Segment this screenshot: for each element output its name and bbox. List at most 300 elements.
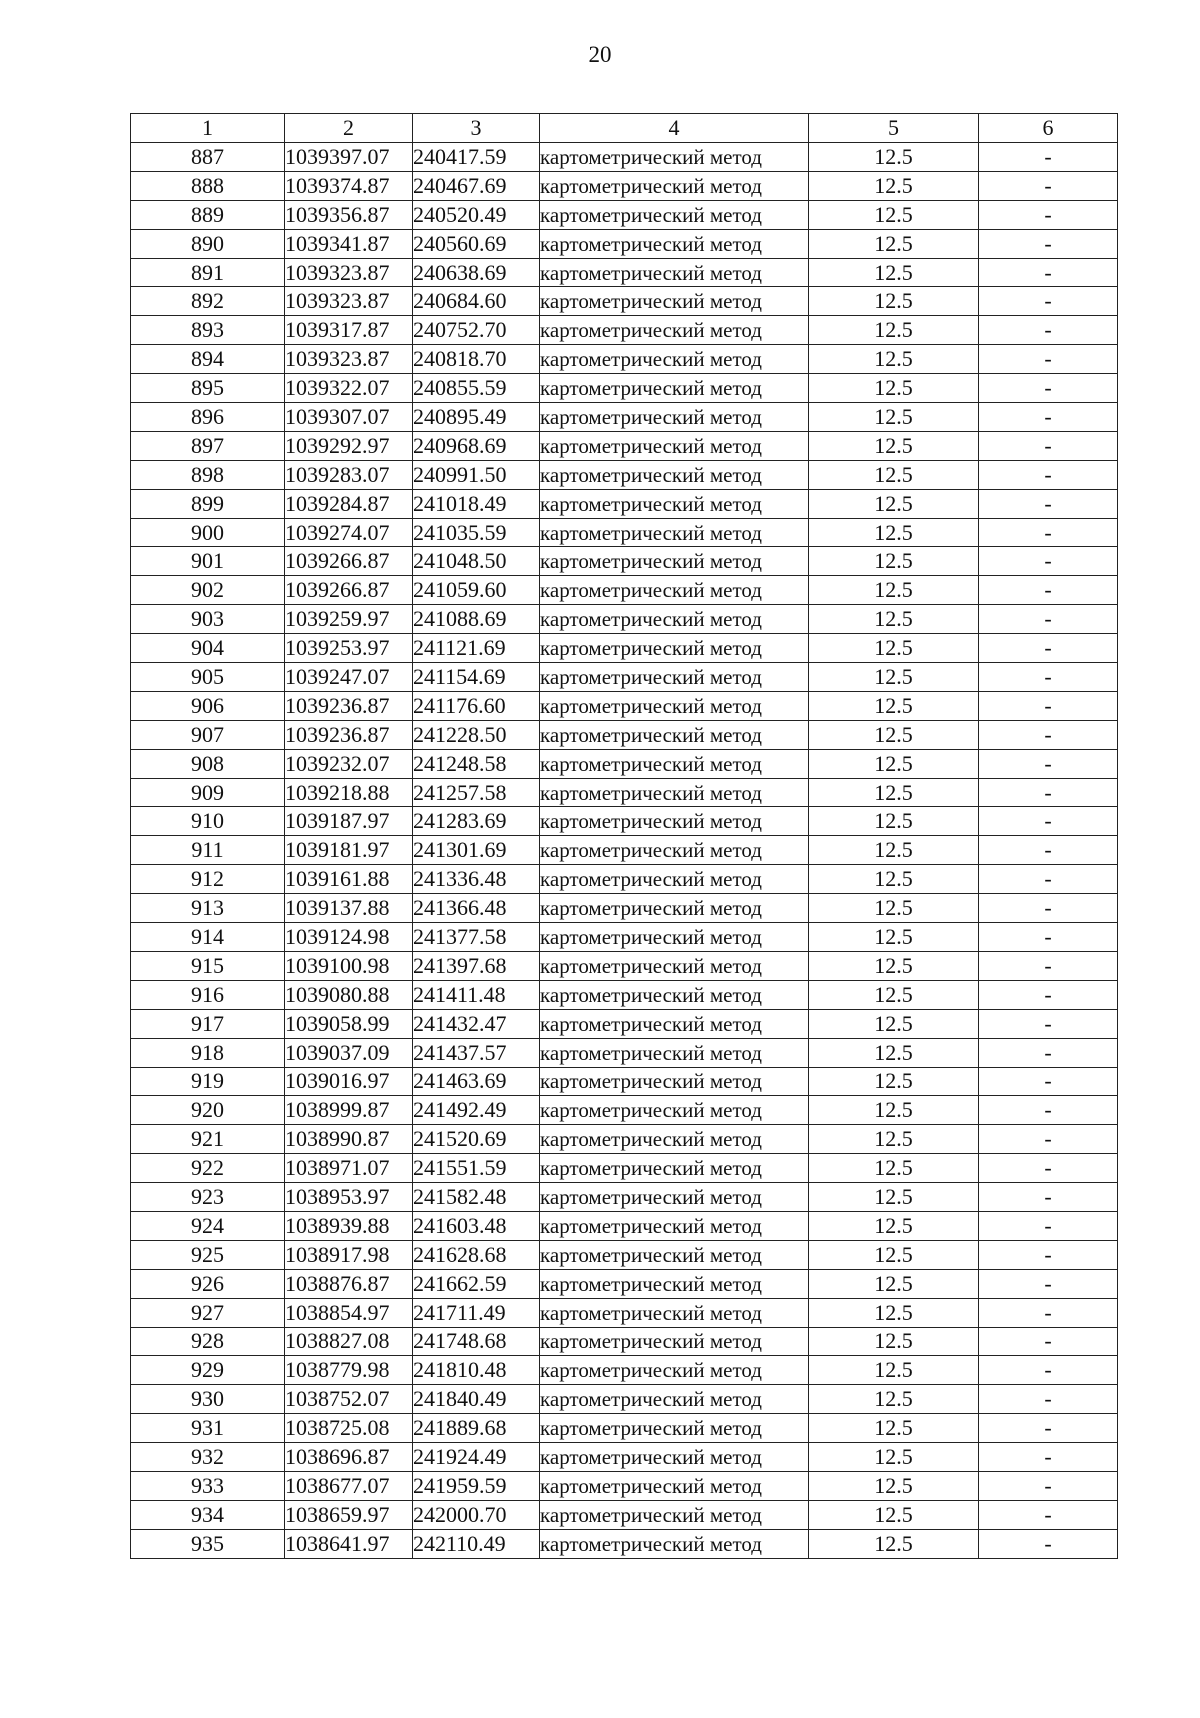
accuracy-cell: 12.5 (809, 374, 979, 403)
column-header: 4 (540, 114, 809, 143)
description-cell: - (979, 1240, 1118, 1269)
accuracy-cell: 12.5 (809, 1009, 979, 1038)
column-header: 1 (131, 114, 285, 143)
table-row (131, 720, 1118, 749)
point-number-cell: 926 (131, 1269, 285, 1298)
point-number-cell: 903 (131, 605, 285, 634)
x-coordinate-cell: 1038999.87 (285, 1096, 413, 1125)
point-number-cell: 907 (131, 720, 285, 749)
description-cell: - (979, 951, 1118, 980)
description-cell: - (979, 691, 1118, 720)
point-number-cell: 888 (131, 171, 285, 200)
x-coordinate-cell: 1039080.88 (285, 980, 413, 1009)
x-coordinate-cell: 1039218.88 (285, 778, 413, 807)
point-number-cell: 889 (131, 200, 285, 229)
method-cell: картометрический метод (540, 865, 809, 894)
method-cell: картометрический метод (540, 431, 809, 460)
table-row (131, 1240, 1118, 1269)
table-row (131, 229, 1118, 258)
table-row (131, 1529, 1118, 1558)
point-number-cell: 891 (131, 258, 285, 287)
table-row (131, 403, 1118, 432)
method-cell: картометрический метод (540, 1009, 809, 1038)
description-cell: - (979, 634, 1118, 663)
accuracy-cell: 12.5 (809, 518, 979, 547)
accuracy-cell: 12.5 (809, 807, 979, 836)
x-coordinate-cell: 1039100.98 (285, 951, 413, 980)
y-coordinate-cell: 240752.70 (413, 316, 540, 345)
x-coordinate-cell: 1039161.88 (285, 865, 413, 894)
table-row (131, 1067, 1118, 1096)
y-coordinate-cell: 241810.48 (413, 1356, 540, 1385)
method-cell: картометрический метод (540, 1385, 809, 1414)
method-cell: картометрический метод (540, 663, 809, 692)
method-cell: картометрический метод (540, 1529, 809, 1558)
x-coordinate-cell: 1039317.87 (285, 316, 413, 345)
y-coordinate-cell: 241336.48 (413, 865, 540, 894)
description-cell: - (979, 431, 1118, 460)
column-header: 2 (285, 114, 413, 143)
description-cell: - (979, 171, 1118, 200)
point-number-cell: 905 (131, 663, 285, 692)
accuracy-cell: 12.5 (809, 1183, 979, 1212)
description-cell: - (979, 547, 1118, 576)
accuracy-cell: 12.5 (809, 431, 979, 460)
table-row (131, 576, 1118, 605)
accuracy-cell: 12.5 (809, 200, 979, 229)
y-coordinate-cell: 241748.68 (413, 1327, 540, 1356)
point-number-cell: 921 (131, 1125, 285, 1154)
table-row (131, 374, 1118, 403)
method-cell: картометрический метод (540, 980, 809, 1009)
method-cell: картометрический метод (540, 634, 809, 663)
description-cell: - (979, 345, 1118, 374)
point-number-cell: 894 (131, 345, 285, 374)
point-number-cell: 911 (131, 836, 285, 865)
description-cell: - (979, 1183, 1118, 1212)
table-row (131, 634, 1118, 663)
y-coordinate-cell: 241520.69 (413, 1125, 540, 1154)
y-coordinate-cell: 240855.59 (413, 374, 540, 403)
accuracy-cell: 12.5 (809, 229, 979, 258)
method-cell: картометрический метод (540, 1125, 809, 1154)
table-row (131, 1125, 1118, 1154)
method-cell: картометрический метод (540, 547, 809, 576)
coordinates-table (130, 113, 1118, 1559)
table-row (131, 951, 1118, 980)
description-cell: - (979, 605, 1118, 634)
x-coordinate-cell: 1038696.87 (285, 1443, 413, 1472)
accuracy-cell: 12.5 (809, 1154, 979, 1183)
point-number-cell: 902 (131, 576, 285, 605)
point-number-cell: 919 (131, 1067, 285, 1096)
y-coordinate-cell: 241154.69 (413, 663, 540, 692)
x-coordinate-cell: 1038725.08 (285, 1414, 413, 1443)
x-coordinate-cell: 1038641.97 (285, 1529, 413, 1558)
description-cell: - (979, 807, 1118, 836)
table-row (131, 1038, 1118, 1067)
y-coordinate-cell: 241088.69 (413, 605, 540, 634)
description-cell: - (979, 200, 1118, 229)
table-row (131, 460, 1118, 489)
point-number-cell: 910 (131, 807, 285, 836)
description-cell: - (979, 1443, 1118, 1472)
y-coordinate-cell: 241397.68 (413, 951, 540, 980)
point-number-cell: 933 (131, 1471, 285, 1500)
description-cell: - (979, 1154, 1118, 1183)
y-coordinate-cell: 240684.60 (413, 287, 540, 316)
method-cell: картометрический метод (540, 1183, 809, 1212)
accuracy-cell: 12.5 (809, 634, 979, 663)
y-coordinate-cell: 241662.59 (413, 1269, 540, 1298)
column-header: 3 (413, 114, 540, 143)
method-cell: картометрический метод (540, 1471, 809, 1500)
description-cell: - (979, 1125, 1118, 1154)
point-number-cell: 890 (131, 229, 285, 258)
point-number-cell: 927 (131, 1298, 285, 1327)
method-cell: картометрический метод (540, 778, 809, 807)
description-cell: - (979, 258, 1118, 287)
y-coordinate-cell: 241035.59 (413, 518, 540, 547)
point-number-cell: 932 (131, 1443, 285, 1472)
y-coordinate-cell: 241248.58 (413, 749, 540, 778)
method-cell: картометрический метод (540, 489, 809, 518)
accuracy-cell: 12.5 (809, 489, 979, 518)
x-coordinate-cell: 1038659.97 (285, 1500, 413, 1529)
accuracy-cell: 12.5 (809, 403, 979, 432)
point-number-cell: 901 (131, 547, 285, 576)
point-number-cell: 920 (131, 1096, 285, 1125)
table-row (131, 200, 1118, 229)
method-cell: картометрический метод (540, 1154, 809, 1183)
description-cell: - (979, 720, 1118, 749)
y-coordinate-cell: 241492.49 (413, 1096, 540, 1125)
method-cell: картометрический метод (540, 1327, 809, 1356)
accuracy-cell: 12.5 (809, 1067, 979, 1096)
point-number-cell: 909 (131, 778, 285, 807)
y-coordinate-cell: 241257.58 (413, 778, 540, 807)
column-header: 5 (809, 114, 979, 143)
method-cell: картометрический метод (540, 518, 809, 547)
table-row (131, 605, 1118, 634)
x-coordinate-cell: 1039323.87 (285, 345, 413, 374)
point-number-cell: 893 (131, 316, 285, 345)
description-cell: - (979, 374, 1118, 403)
description-cell: - (979, 403, 1118, 432)
accuracy-cell: 12.5 (809, 1269, 979, 1298)
accuracy-cell: 12.5 (809, 1500, 979, 1529)
description-cell: - (979, 1356, 1118, 1385)
point-number-cell: 914 (131, 923, 285, 952)
x-coordinate-cell: 1039058.99 (285, 1009, 413, 1038)
method-cell: картометрический метод (540, 807, 809, 836)
method-cell: картометрический метод (540, 374, 809, 403)
y-coordinate-cell: 240895.49 (413, 403, 540, 432)
accuracy-cell: 12.5 (809, 836, 979, 865)
table-row (131, 691, 1118, 720)
accuracy-cell: 12.5 (809, 287, 979, 316)
point-number-cell: 908 (131, 749, 285, 778)
method-cell: картометрический метод (540, 1240, 809, 1269)
x-coordinate-cell: 1039307.07 (285, 403, 413, 432)
point-number-cell: 930 (131, 1385, 285, 1414)
x-coordinate-cell: 1038876.87 (285, 1269, 413, 1298)
point-number-cell: 924 (131, 1211, 285, 1240)
method-cell: картометрический метод (540, 287, 809, 316)
x-coordinate-cell: 1038827.08 (285, 1327, 413, 1356)
y-coordinate-cell: 240991.50 (413, 460, 540, 489)
description-cell: - (979, 865, 1118, 894)
method-cell: картометрический метод (540, 1414, 809, 1443)
point-number-cell: 895 (131, 374, 285, 403)
y-coordinate-cell: 241377.58 (413, 923, 540, 952)
point-number-cell: 918 (131, 1038, 285, 1067)
table-row (131, 894, 1118, 923)
accuracy-cell: 12.5 (809, 345, 979, 374)
description-cell: - (979, 518, 1118, 547)
x-coordinate-cell: 1039266.87 (285, 576, 413, 605)
y-coordinate-cell: 241603.48 (413, 1211, 540, 1240)
table-row (131, 143, 1118, 172)
accuracy-cell: 12.5 (809, 1385, 979, 1414)
accuracy-cell: 12.5 (809, 1443, 979, 1472)
accuracy-cell: 12.5 (809, 1240, 979, 1269)
y-coordinate-cell: 241551.59 (413, 1154, 540, 1183)
x-coordinate-cell: 1038939.88 (285, 1211, 413, 1240)
point-number-cell: 922 (131, 1154, 285, 1183)
point-number-cell: 892 (131, 287, 285, 316)
accuracy-cell: 12.5 (809, 1125, 979, 1154)
accuracy-cell: 12.5 (809, 865, 979, 894)
table-row (131, 547, 1118, 576)
description-cell: - (979, 1096, 1118, 1125)
table-row (131, 1500, 1118, 1529)
point-number-cell: 928 (131, 1327, 285, 1356)
description-cell: - (979, 1038, 1118, 1067)
accuracy-cell: 12.5 (809, 1327, 979, 1356)
y-coordinate-cell: 241437.57 (413, 1038, 540, 1067)
x-coordinate-cell: 1039284.87 (285, 489, 413, 518)
description-cell: - (979, 836, 1118, 865)
point-number-cell: 931 (131, 1414, 285, 1443)
description-cell: - (979, 1327, 1118, 1356)
method-cell: картометрический метод (540, 836, 809, 865)
x-coordinate-cell: 1039397.07 (285, 143, 413, 172)
accuracy-cell: 12.5 (809, 1414, 979, 1443)
x-coordinate-cell: 1039037.09 (285, 1038, 413, 1067)
table-row (131, 1443, 1118, 1472)
y-coordinate-cell: 241840.49 (413, 1385, 540, 1414)
accuracy-cell: 12.5 (809, 951, 979, 980)
description-cell: - (979, 489, 1118, 518)
method-cell: картометрический метод (540, 1500, 809, 1529)
table-row (131, 865, 1118, 894)
x-coordinate-cell: 1039323.87 (285, 287, 413, 316)
point-number-cell: 916 (131, 980, 285, 1009)
x-coordinate-cell: 1039232.07 (285, 749, 413, 778)
y-coordinate-cell: 241059.60 (413, 576, 540, 605)
y-coordinate-cell: 240968.69 (413, 431, 540, 460)
accuracy-cell: 12.5 (809, 691, 979, 720)
x-coordinate-cell: 1039253.97 (285, 634, 413, 663)
y-coordinate-cell: 241176.60 (413, 691, 540, 720)
table-row (131, 1183, 1118, 1212)
y-coordinate-cell: 241711.49 (413, 1298, 540, 1327)
table-row (131, 1471, 1118, 1500)
y-coordinate-cell: 242110.49 (413, 1529, 540, 1558)
y-coordinate-cell: 241924.49 (413, 1443, 540, 1472)
x-coordinate-cell: 1039124.98 (285, 923, 413, 952)
accuracy-cell: 12.5 (809, 1356, 979, 1385)
x-coordinate-cell: 1039323.87 (285, 258, 413, 287)
method-cell: картометрический метод (540, 1038, 809, 1067)
point-number-cell: 896 (131, 403, 285, 432)
method-cell: картометрический метод (540, 1298, 809, 1327)
x-coordinate-cell: 1038779.98 (285, 1356, 413, 1385)
description-cell: - (979, 1211, 1118, 1240)
method-cell: картометрический метод (540, 1096, 809, 1125)
y-coordinate-cell: 241411.48 (413, 980, 540, 1009)
accuracy-cell: 12.5 (809, 605, 979, 634)
header-row (131, 114, 1118, 143)
description-cell: - (979, 576, 1118, 605)
y-coordinate-cell: 240560.69 (413, 229, 540, 258)
method-cell: картометрический метод (540, 576, 809, 605)
x-coordinate-cell: 1039236.87 (285, 720, 413, 749)
point-number-cell: 923 (131, 1183, 285, 1212)
x-coordinate-cell: 1039137.88 (285, 894, 413, 923)
x-coordinate-cell: 1038990.87 (285, 1125, 413, 1154)
accuracy-cell: 12.5 (809, 980, 979, 1009)
description-cell: - (979, 1269, 1118, 1298)
y-coordinate-cell: 240417.59 (413, 143, 540, 172)
point-number-cell: 899 (131, 489, 285, 518)
x-coordinate-cell: 1038752.07 (285, 1385, 413, 1414)
description-cell: - (979, 460, 1118, 489)
table-row (131, 345, 1118, 374)
description-cell: - (979, 923, 1118, 952)
method-cell: картометрический метод (540, 1356, 809, 1385)
x-coordinate-cell: 1038953.97 (285, 1183, 413, 1212)
table-row (131, 1327, 1118, 1356)
x-coordinate-cell: 1039181.97 (285, 836, 413, 865)
accuracy-cell: 12.5 (809, 316, 979, 345)
method-cell: картометрический метод (540, 951, 809, 980)
point-number-cell: 904 (131, 634, 285, 663)
description-cell: - (979, 663, 1118, 692)
method-cell: картометрический метод (540, 1067, 809, 1096)
y-coordinate-cell: 241582.48 (413, 1183, 540, 1212)
y-coordinate-cell: 240520.49 (413, 200, 540, 229)
accuracy-cell: 12.5 (809, 778, 979, 807)
accuracy-cell: 12.5 (809, 1471, 979, 1500)
table-row (131, 1356, 1118, 1385)
method-cell: картометрический метод (540, 200, 809, 229)
y-coordinate-cell: 241301.69 (413, 836, 540, 865)
x-coordinate-cell: 1039259.97 (285, 605, 413, 634)
table-row (131, 663, 1118, 692)
x-coordinate-cell: 1038917.98 (285, 1240, 413, 1269)
y-coordinate-cell: 241018.49 (413, 489, 540, 518)
point-number-cell: 917 (131, 1009, 285, 1038)
x-coordinate-cell: 1039266.87 (285, 547, 413, 576)
x-coordinate-cell: 1039341.87 (285, 229, 413, 258)
table-row (131, 923, 1118, 952)
table-row (131, 518, 1118, 547)
accuracy-cell: 12.5 (809, 460, 979, 489)
y-coordinate-cell: 240638.69 (413, 258, 540, 287)
point-number-cell: 915 (131, 951, 285, 980)
x-coordinate-cell: 1039322.07 (285, 374, 413, 403)
method-cell: картометрический метод (540, 691, 809, 720)
table-row (131, 778, 1118, 807)
y-coordinate-cell: 241283.69 (413, 807, 540, 836)
y-coordinate-cell: 240818.70 (413, 345, 540, 374)
method-cell: картометрический метод (540, 1443, 809, 1472)
table-row (131, 1298, 1118, 1327)
x-coordinate-cell: 1039292.97 (285, 431, 413, 460)
method-cell: картометрический метод (540, 258, 809, 287)
description-cell: - (979, 316, 1118, 345)
accuracy-cell: 12.5 (809, 749, 979, 778)
accuracy-cell: 12.5 (809, 1298, 979, 1327)
method-cell: картометрический метод (540, 1269, 809, 1298)
accuracy-cell: 12.5 (809, 1211, 979, 1240)
y-coordinate-cell: 241121.69 (413, 634, 540, 663)
accuracy-cell: 12.5 (809, 720, 979, 749)
table-row (131, 287, 1118, 316)
accuracy-cell: 12.5 (809, 894, 979, 923)
point-number-cell: 887 (131, 143, 285, 172)
point-number-cell: 900 (131, 518, 285, 547)
point-number-cell: 897 (131, 431, 285, 460)
method-cell: картометрический метод (540, 143, 809, 172)
y-coordinate-cell: 241228.50 (413, 720, 540, 749)
table-row (131, 1414, 1118, 1443)
point-number-cell: 929 (131, 1356, 285, 1385)
description-cell: - (979, 1298, 1118, 1327)
description-cell: - (979, 287, 1118, 316)
y-coordinate-cell: 242000.70 (413, 1500, 540, 1529)
accuracy-cell: 12.5 (809, 171, 979, 200)
table-row (131, 258, 1118, 287)
x-coordinate-cell: 1039274.07 (285, 518, 413, 547)
description-cell: - (979, 1500, 1118, 1529)
point-number-cell: 898 (131, 460, 285, 489)
table-row (131, 431, 1118, 460)
x-coordinate-cell: 1038971.07 (285, 1154, 413, 1183)
method-cell: картометрический метод (540, 345, 809, 374)
description-cell: - (979, 778, 1118, 807)
description-cell: - (979, 1471, 1118, 1500)
table-row (131, 1009, 1118, 1038)
description-cell: - (979, 143, 1118, 172)
page-number: 20 (588, 42, 612, 67)
y-coordinate-cell: 241463.69 (413, 1067, 540, 1096)
table-row (131, 1211, 1118, 1240)
table-row (131, 1269, 1118, 1298)
accuracy-cell: 12.5 (809, 547, 979, 576)
method-cell: картометрический метод (540, 720, 809, 749)
table-row (131, 171, 1118, 200)
accuracy-cell: 12.5 (809, 1529, 979, 1558)
point-number-cell: 925 (131, 1240, 285, 1269)
y-coordinate-cell: 241432.47 (413, 1009, 540, 1038)
y-coordinate-cell: 241366.48 (413, 894, 540, 923)
description-cell: - (979, 749, 1118, 778)
x-coordinate-cell: 1039356.87 (285, 200, 413, 229)
description-cell: - (979, 1529, 1118, 1558)
